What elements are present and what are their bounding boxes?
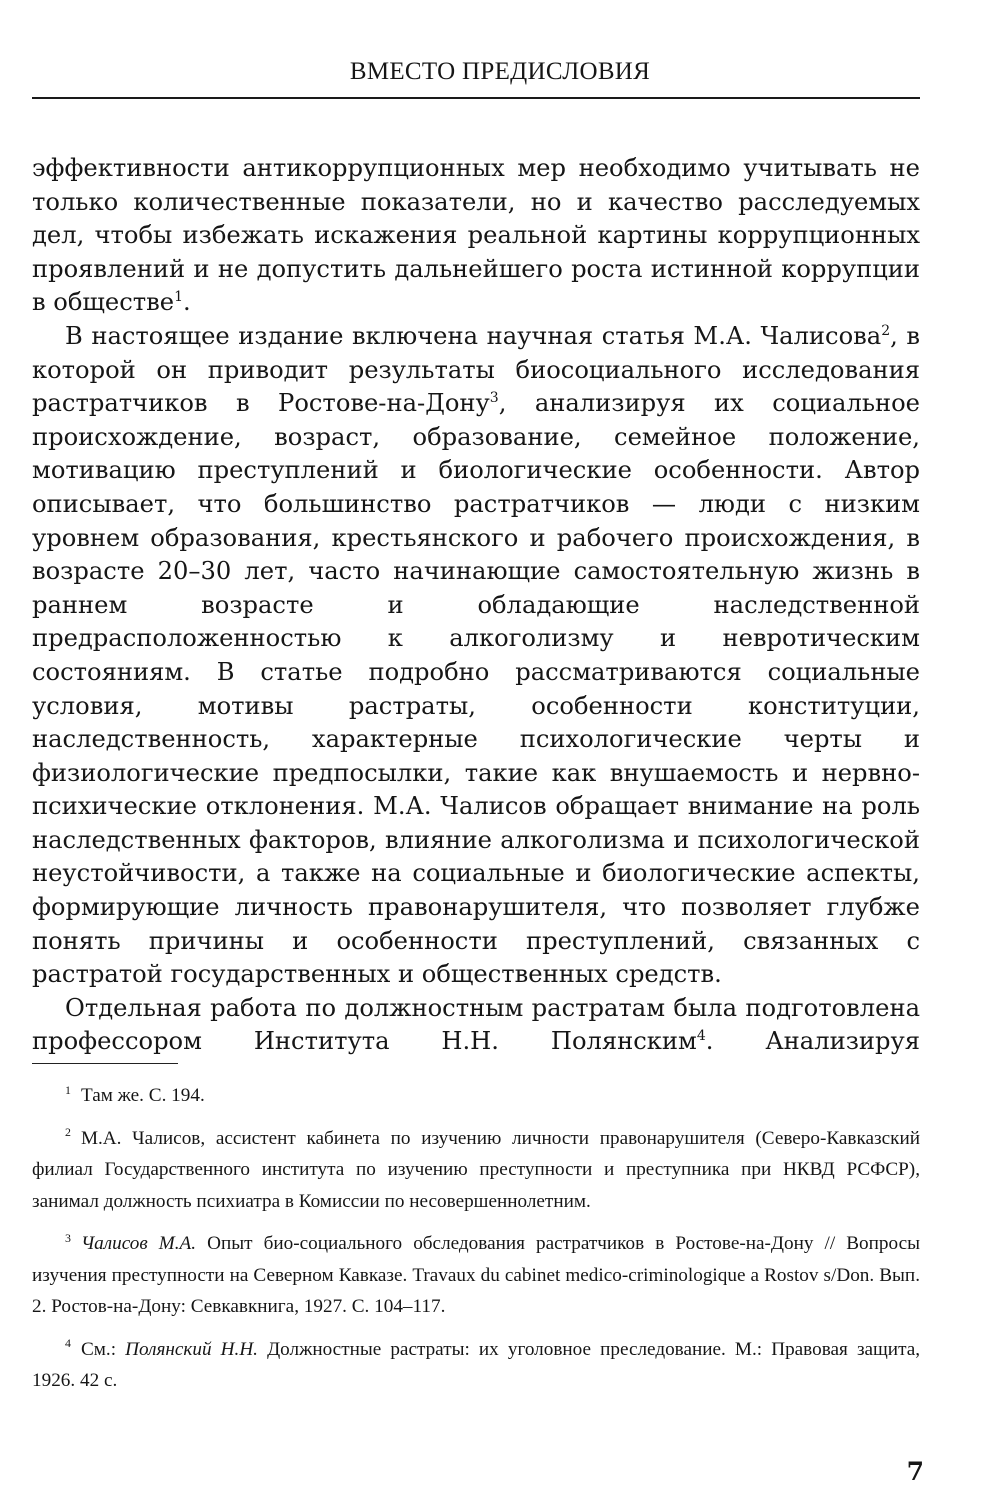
footnote-1 bbox=[32, 1080, 920, 1112]
paragraph-1-text: эффективности антикоррупционных мер необходимо учитывать не только количественные показатели, но и качество расследуемых дел, чтобы избежать искажения реальной картины коррупционных проявлений и не допустить дальнейшего роста истинной коррупции в обществе bbox=[32, 154, 920, 317]
footnote-number: 4 bbox=[65, 1336, 71, 1351]
header-rule bbox=[32, 97, 920, 99]
footnote-author: Чалисов М.А. bbox=[80, 1233, 197, 1254]
footnote-number: 1 bbox=[65, 1082, 71, 1097]
footnote-text: Должностные растраты: их уголовное преследование. М.: Правовая защита, 1926. 42 с. bbox=[32, 1338, 921, 1391]
paragraph-2 bbox=[32, 320, 920, 992]
footnote-text: М.А. Чалисов, ассистент кабинета по изучению личности правонарушителя (Северо-Кавказский филиал Государственного института по изучению преступности и преступника при НКВД РСФСР), занимал должность психиатра в Комиссии по несовершеннолетним. bbox=[32, 1127, 920, 1212]
paragraph-2-part1: В настоящее издание включена научная статья М.А. Чалисова bbox=[65, 321, 882, 350]
paragraph-3-part1: Отдельная работа по должностным растратам была подготовлена профессором Института Н.Н. Полянским bbox=[32, 993, 920, 1056]
footnote-separator bbox=[32, 1063, 178, 1064]
footnote-3 bbox=[32, 1228, 920, 1323]
paragraph-1 bbox=[32, 152, 920, 320]
footnote-ref-2[interactable]: 2 bbox=[881, 322, 891, 339]
footnotes bbox=[32, 1080, 920, 1408]
footnote-2 bbox=[32, 1123, 920, 1218]
footnote-4 bbox=[32, 1334, 920, 1397]
footnote-ref-4[interactable]: 4 bbox=[696, 1028, 706, 1045]
footnote-ref-3[interactable]: 3 bbox=[489, 390, 499, 407]
paragraph-2-part3: , анализируя их социальное происхождение, возраст, образование, семейное положение, мотивацию преступлений и биологические особенности. Автор описывает, что большинство растратчиков — люди с низким уровнем образования, крестьянского и рабочего происхождения, в возрасте 20–30 лет, часто начинающие самостоятельную жизнь в раннем возрасте и обладающие наследственной предрасположенностью к алкоголизму и невротическим состояниям. В статье подробно рассматриваются социальные условия, мотивы растраты, особенности конституции, наследственность, характерные психологические черты и физиологические предпосылки, такие как внушаемость и нервно-психические отклонения. М.А. Чалисов обращает внимание на роль наследственных факторов, влияние алкоголизма и психологической неустойчивости, а также на социальные и биологические аспекты, формирующие личность правонарушителя, что позволяет глубже понять причины и особенности преступлений, связанных с растратой государственных и общественных средств. bbox=[32, 389, 920, 989]
paragraph-2-part2: , в которой он приводит результаты биосоциального исследования растратчиков в Ростове-на-Дону bbox=[32, 321, 920, 418]
footnote-number: 2 bbox=[65, 1125, 71, 1140]
footnote-prefix: См.: bbox=[80, 1338, 126, 1360]
footnote-ref-1[interactable]: 1 bbox=[174, 289, 184, 306]
paragraph-3-part2: . Анализируя bbox=[705, 1027, 920, 1056]
footnote-text: Там же. С. 194. bbox=[80, 1085, 205, 1106]
footnote-number: 3 bbox=[65, 1230, 71, 1245]
footnote-author: Полянский Н.Н. bbox=[125, 1338, 258, 1360]
paragraph-3 bbox=[32, 992, 920, 1059]
page-number: 7 bbox=[906, 1457, 924, 1486]
running-header: ВМЕСТО ПРЕДИСЛОВИЯ bbox=[349, 58, 651, 85]
main-text bbox=[32, 152, 920, 1059]
paragraph-1-end: . bbox=[183, 288, 191, 317]
footnote-text: Опыт био-социального обследования растратчиков в Ростове-на-Дону // Вопросы изучения преступности на Северном Кавказе. Travaux du cabinet medico-criminologique a Rostov s/Don. Вып. 2. Ростов-на-Дону: Севкавкнига, 1927. С. 104–117. bbox=[32, 1233, 920, 1317]
